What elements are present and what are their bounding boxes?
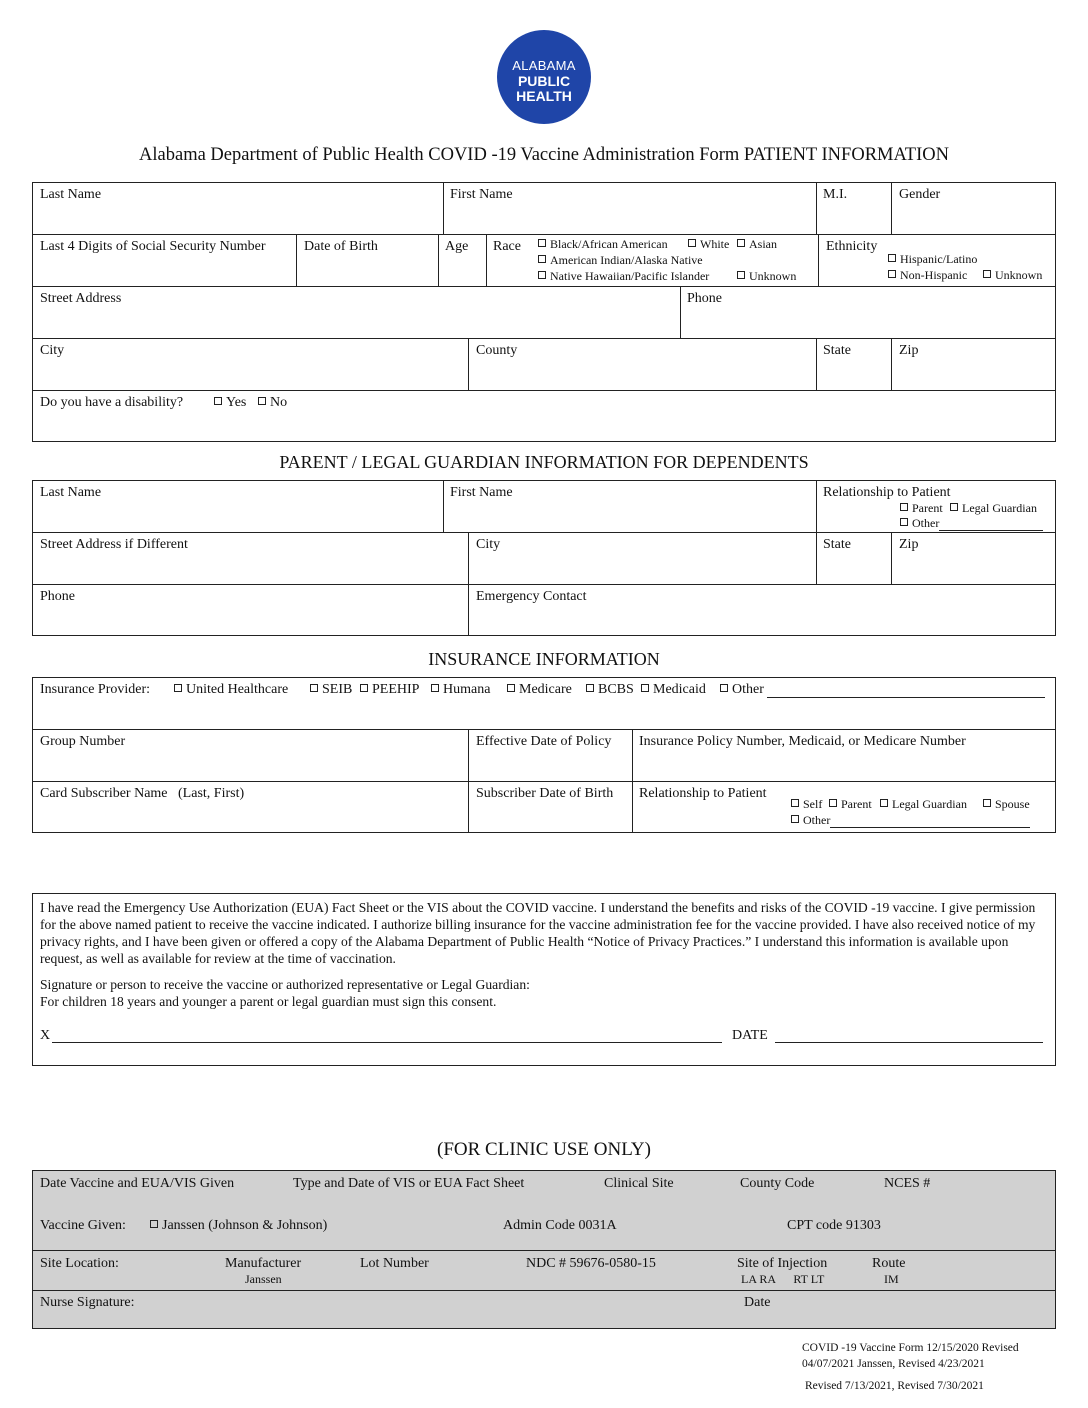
checkbox-icon — [688, 239, 696, 247]
guardian-emergency-contact-field[interactable]: Emergency Contact — [476, 589, 587, 604]
janssen-option[interactable]: Janssen (Johnson & Johnson) — [150, 1218, 327, 1234]
checkbox-icon — [310, 684, 318, 692]
nces-field: NCES # — [884, 1176, 931, 1191]
footer-revision-line-3: Revised 7/13/2021, Revised 7/30/2021 — [805, 1380, 984, 1392]
logo-line-2: PUBLIC — [517, 73, 571, 89]
checkbox-icon — [538, 271, 546, 279]
checkbox-icon — [174, 684, 182, 692]
disability-yes-option[interactable]: Yes — [214, 395, 246, 411]
guardian-city-field[interactable]: City — [476, 537, 501, 552]
guardian-rel-parent[interactable]: Parent — [900, 501, 943, 516]
checkbox-icon — [258, 397, 266, 405]
checkbox-icon — [888, 254, 896, 262]
race-option-black[interactable]: Black/African American — [538, 237, 668, 252]
ethnicity-option-unknown[interactable]: Unknown — [983, 268, 1042, 283]
provider-other[interactable]: Other — [720, 682, 1045, 698]
patient-city-field[interactable]: City — [40, 343, 65, 358]
provider-humana[interactable]: Humana — [431, 682, 490, 698]
guardian-phone-field[interactable]: Phone — [40, 589, 75, 604]
guardian-rel-other[interactable]: Other — [900, 516, 1043, 531]
race-option-asian[interactable]: Asian — [737, 237, 777, 252]
provider-bcbs[interactable]: BCBS — [586, 682, 634, 698]
ins-rel-legal-guardian[interactable]: Legal Guardian — [880, 797, 967, 812]
patient-last-name-field[interactable]: Last Name — [40, 187, 102, 202]
county-code-field: County Code — [740, 1176, 815, 1191]
checkbox-icon — [737, 239, 745, 247]
disability-question: Do you have a disability? — [40, 395, 184, 410]
guardian-first-name-field[interactable]: First Name — [450, 485, 513, 500]
footer-revision-line-1: COVID -19 Vaccine Form 12/15/2020 Revised — [802, 1342, 1019, 1354]
group-number-field[interactable]: Group Number — [40, 734, 126, 749]
route-label: Route — [872, 1256, 906, 1271]
guardian-last-name-field[interactable]: Last Name — [40, 485, 102, 500]
ins-rel-other[interactable]: Other — [791, 813, 1030, 828]
cpt-code: CPT code 91303 — [787, 1218, 881, 1233]
guardian-street-field[interactable]: Street Address if Different — [40, 537, 188, 552]
patient-phone-field[interactable]: Phone — [687, 291, 722, 306]
patient-street-field[interactable]: Street Address — [40, 291, 122, 306]
race-option-white[interactable]: White — [688, 237, 729, 252]
guardian-zip-field[interactable]: Zip — [899, 537, 919, 552]
ins-rel-parent[interactable]: Parent — [829, 797, 872, 812]
checkbox-icon — [538, 239, 546, 247]
ethnicity-label: Ethnicity — [826, 239, 878, 254]
lot-number-label: Lot Number — [360, 1256, 429, 1271]
checkbox-icon — [880, 799, 888, 807]
provider-united-healthcare[interactable]: United Healthcare — [174, 682, 288, 698]
signature-instruction-1: Signature or person to receive the vaccine or authorized representative or Legal Guardian: — [40, 977, 530, 992]
checkbox-icon — [538, 255, 546, 263]
checkbox-icon — [431, 684, 439, 692]
clinic-heading: (FOR CLINIC USE ONLY) — [437, 1139, 651, 1160]
ethnicity-option-hispanic[interactable]: Hispanic/Latino — [888, 252, 977, 267]
provider-peehip[interactable]: PEEHIP — [360, 682, 419, 698]
checkbox-icon — [900, 518, 908, 526]
vaccine-given-label: Vaccine Given: — [40, 1218, 126, 1233]
footer-revision-line-2: 04/07/2021 Janssen, Revised 4/23/2021 — [802, 1358, 985, 1370]
ethnicity-option-non-hispanic[interactable]: Non-Hispanic — [888, 268, 967, 283]
race-option-american-indian[interactable]: American Indian/Alaska Native — [538, 253, 703, 268]
form-title: Alabama Department of Public Health COVID -19 Vaccine Administration Form PATIENT INFORMATION — [139, 145, 949, 165]
patient-county-field[interactable]: County — [476, 343, 518, 358]
provider-seib[interactable]: SEIB — [310, 682, 352, 698]
admin-code: Admin Code 0031A — [503, 1218, 617, 1233]
checkbox-icon — [507, 684, 515, 692]
clinic-date-label: Date — [744, 1295, 771, 1310]
logo-line-1: ALABAMA — [512, 58, 576, 73]
date-vaccine-given-field: Date Vaccine and EUA/VIS Given — [40, 1176, 235, 1191]
nurse-signature-label: Nurse Signature: — [40, 1295, 135, 1310]
policy-number-field[interactable]: Insurance Policy Number, Medicaid, or Medicare Number — [639, 734, 966, 749]
patient-zip-field[interactable]: Zip — [899, 343, 919, 358]
race-option-native-hawaiian[interactable]: Native Hawaiian/Pacific Islander — [538, 269, 709, 284]
ins-rel-self[interactable]: Self — [791, 797, 822, 812]
subscriber-dob-field[interactable]: Subscriber Date of Birth — [476, 786, 614, 801]
patient-dob-field[interactable]: Date of Birth — [304, 239, 378, 254]
patient-age-field[interactable]: Age — [445, 239, 469, 254]
insurance-provider-label: Insurance Provider: — [40, 682, 151, 697]
checkbox-icon — [737, 271, 745, 279]
checkbox-icon — [950, 503, 958, 511]
patient-mi-field[interactable]: M.I. — [823, 187, 848, 202]
ndc-number: NDC # 59676-0580-15 — [526, 1256, 656, 1271]
manufacturer-label: Manufacturer — [225, 1256, 302, 1271]
clinical-site-field: Clinical Site — [604, 1176, 674, 1191]
checkbox-icon — [829, 799, 837, 807]
patient-gender-field[interactable]: Gender — [899, 187, 941, 202]
patient-first-name-field[interactable]: First Name — [450, 187, 513, 202]
checkbox-icon — [791, 815, 799, 823]
type-date-vis-field: Type and Date of VIS or EUA Fact Sheet — [293, 1176, 525, 1191]
race-option-unknown[interactable]: Unknown — [737, 269, 796, 284]
checkbox-icon — [888, 270, 896, 278]
race-label: Race — [493, 239, 521, 254]
checkbox-icon — [983, 799, 991, 807]
checkbox-icon — [214, 397, 222, 405]
consent-text: I have read the Emergency Use Authorization (EUA) Fact Sheet or the VIS about the COVID vaccine. I understand the benefits and risks of the COVID -19 vaccine. I give permission for the above named patient to receive the vaccine indicated. I authorize billing insurance for the vaccine administration fee for the vaccine provided. I have also received notice of my privacy rights, and I have been given or offered a copy of the Alabama Department of Public Health “Notice of Privacy Practices.” I understand this information is available upon request, as well as available for review at the time of vaccination. — [40, 900, 1036, 966]
consent-date-label: DATE — [732, 1028, 768, 1043]
guardian-rel-legal-guardian[interactable]: Legal Guardian — [950, 501, 1037, 516]
checkbox-icon — [983, 270, 991, 278]
route-value: IM — [884, 1272, 899, 1286]
site-location-label: Site Location: — [40, 1256, 119, 1271]
site-of-injection-label: Site of Injection — [737, 1256, 828, 1271]
patient-info-table — [32, 182, 1056, 442]
consent-date-line[interactable] — [775, 1042, 1043, 1043]
checkbox-icon — [150, 1220, 158, 1228]
card-subscriber-name-field[interactable]: Card Subscriber Name (Last, First) — [40, 786, 245, 801]
checkbox-icon — [900, 503, 908, 511]
logo-line-3: HEALTH — [516, 88, 572, 104]
insurance-heading: INSURANCE INFORMATION — [428, 649, 660, 669]
checkbox-icon — [791, 799, 799, 807]
patient-ssn-field[interactable]: Last 4 Digits of Social Security Number — [40, 239, 266, 254]
insurance-relationship-label: Relationship to Patient — [639, 786, 767, 801]
disability-no-option[interactable]: No — [258, 395, 287, 411]
patient-state-field[interactable]: State — [823, 343, 851, 358]
ins-rel-spouse[interactable]: Spouse — [983, 797, 1030, 812]
checkbox-icon — [720, 684, 728, 692]
checkbox-icon — [360, 684, 368, 692]
checkbox-icon — [641, 684, 649, 692]
signature-instruction-2: For children 18 years and younger a parent or legal guardian must sign this consent. — [40, 994, 497, 1009]
provider-medicaid[interactable]: Medicaid — [641, 682, 706, 698]
signature-line[interactable] — [52, 1042, 722, 1043]
signature-x-label: X — [40, 1028, 51, 1043]
effective-date-field[interactable]: Effective Date of Policy — [476, 734, 612, 749]
guardian-heading: PARENT / LEGAL GUARDIAN INFORMATION FOR DEPENDENTS — [279, 452, 809, 472]
checkbox-icon — [586, 684, 594, 692]
provider-medicare[interactable]: Medicare — [507, 682, 572, 698]
site-of-injection-options: LA RA RT LT — [741, 1272, 825, 1286]
guardian-relationship-label: Relationship to Patient — [823, 485, 951, 500]
guardian-state-field[interactable]: State — [823, 537, 851, 552]
manufacturer-value: Janssen — [245, 1272, 282, 1286]
alabama-public-health-logo — [497, 30, 591, 124]
